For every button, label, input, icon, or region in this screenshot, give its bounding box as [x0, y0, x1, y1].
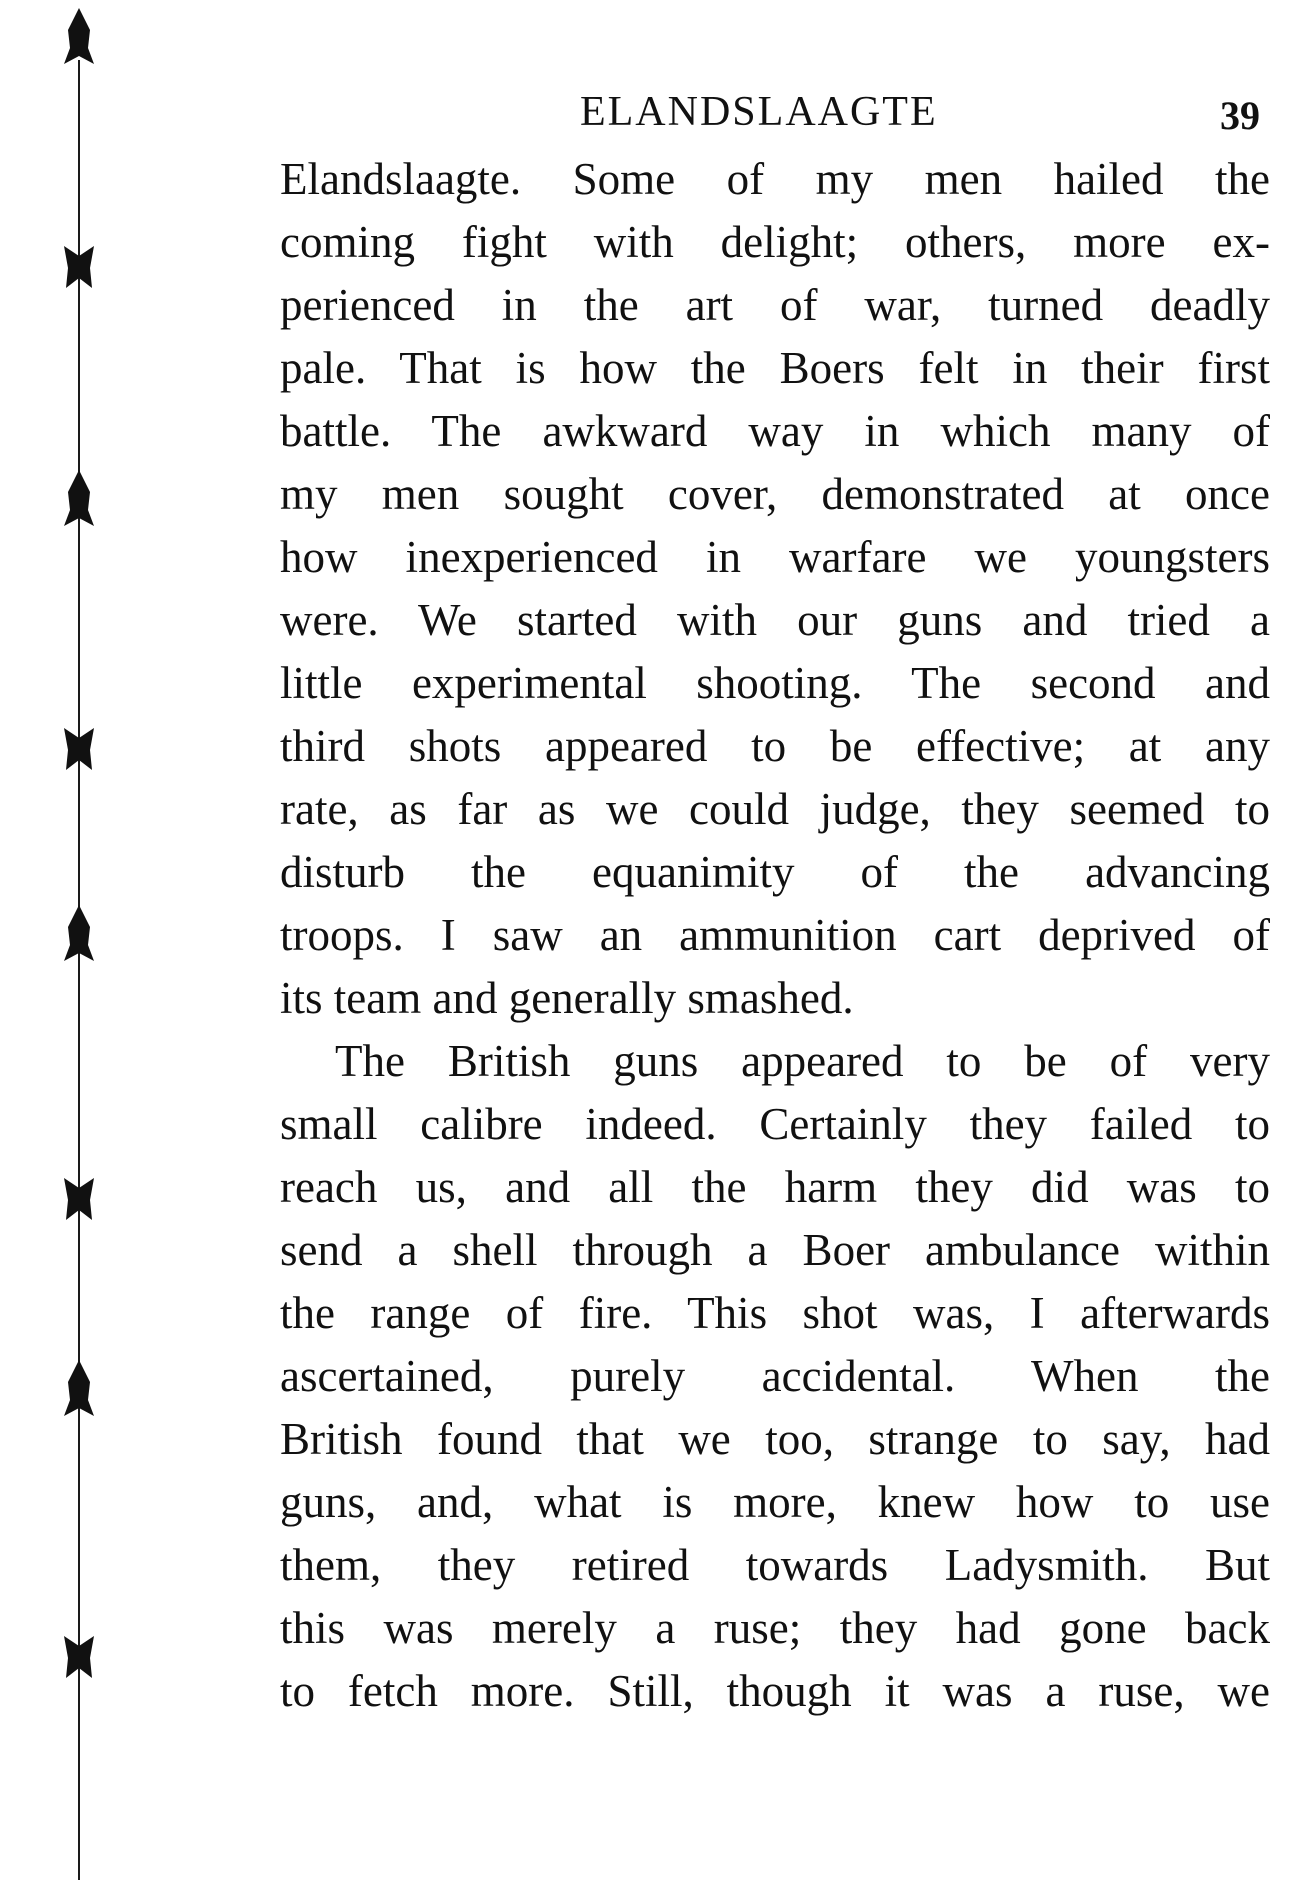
text-line: rate, as far as we could judge, they seemed to: [280, 784, 1270, 834]
arrowhead-icon: [62, 470, 96, 530]
text-line: to fetch more. Still, though it was a ruse, we: [280, 1666, 1270, 1716]
text-line: guns, and, what is more, knew how to use: [280, 1477, 1270, 1527]
text-line: disturb the equanimity of the advancing: [280, 847, 1270, 897]
fletching-icon: [62, 720, 96, 780]
text-line: them, they retired towards Ladysmith. But: [280, 1540, 1270, 1590]
text-line: little experimental shooting. The second and: [280, 658, 1270, 708]
arrowhead-icon: [62, 8, 96, 68]
text-line: my men sought cover, demonstrated at once: [280, 469, 1270, 519]
text-line: send a shell through a Boer ambulance within: [280, 1225, 1270, 1275]
chapter-title: ELANDSLAAGTE: [580, 89, 938, 135]
text-line: small calibre indeed. Certainly they failed to: [280, 1099, 1270, 1149]
text-line: The British guns appeared to be of very: [335, 1036, 1270, 1086]
text-line: how inexperienced in warfare we youngsters: [280, 532, 1270, 582]
text-line: pale. That is how the Boers felt in their first: [280, 343, 1270, 393]
fletching-icon: [62, 1628, 96, 1688]
text-line: its team and generally smashed.: [280, 973, 854, 1023]
text-line: the range of fire. This shot was, I afterwards: [280, 1288, 1270, 1338]
text-line: third shots appeared to be effective; at any: [280, 721, 1270, 771]
text-line: were. We started with our guns and tried a: [280, 595, 1270, 645]
running-header: [280, 82, 1280, 142]
text-line: this was merely a ruse; they had gone back: [280, 1603, 1270, 1653]
arrowhead-icon: [62, 905, 96, 965]
arrowhead-icon: [62, 1360, 96, 1420]
text-line: battle. The awkward way in which many of: [280, 406, 1270, 456]
text-line: reach us, and all the harm they did was to: [280, 1162, 1270, 1212]
fletching-icon: [62, 1170, 96, 1230]
fletching-icon: [62, 238, 96, 298]
body-text: [280, 148, 1270, 1723]
text-line: ascertained, purely accidental. When the: [280, 1351, 1270, 1401]
text-line: troops. I saw an ammunition cart deprived of: [280, 910, 1270, 960]
binding-line: [78, 60, 80, 1880]
text-line: coming fight with delight; others, more ex-: [280, 217, 1270, 267]
text-line: perienced in the art of war, turned deadly: [280, 280, 1270, 330]
text-line: British found that we too, strange to say, had: [280, 1414, 1270, 1464]
text-line: Elandslaagte. Some of my men hailed the: [280, 154, 1270, 204]
page-number: 39: [1220, 93, 1260, 138]
